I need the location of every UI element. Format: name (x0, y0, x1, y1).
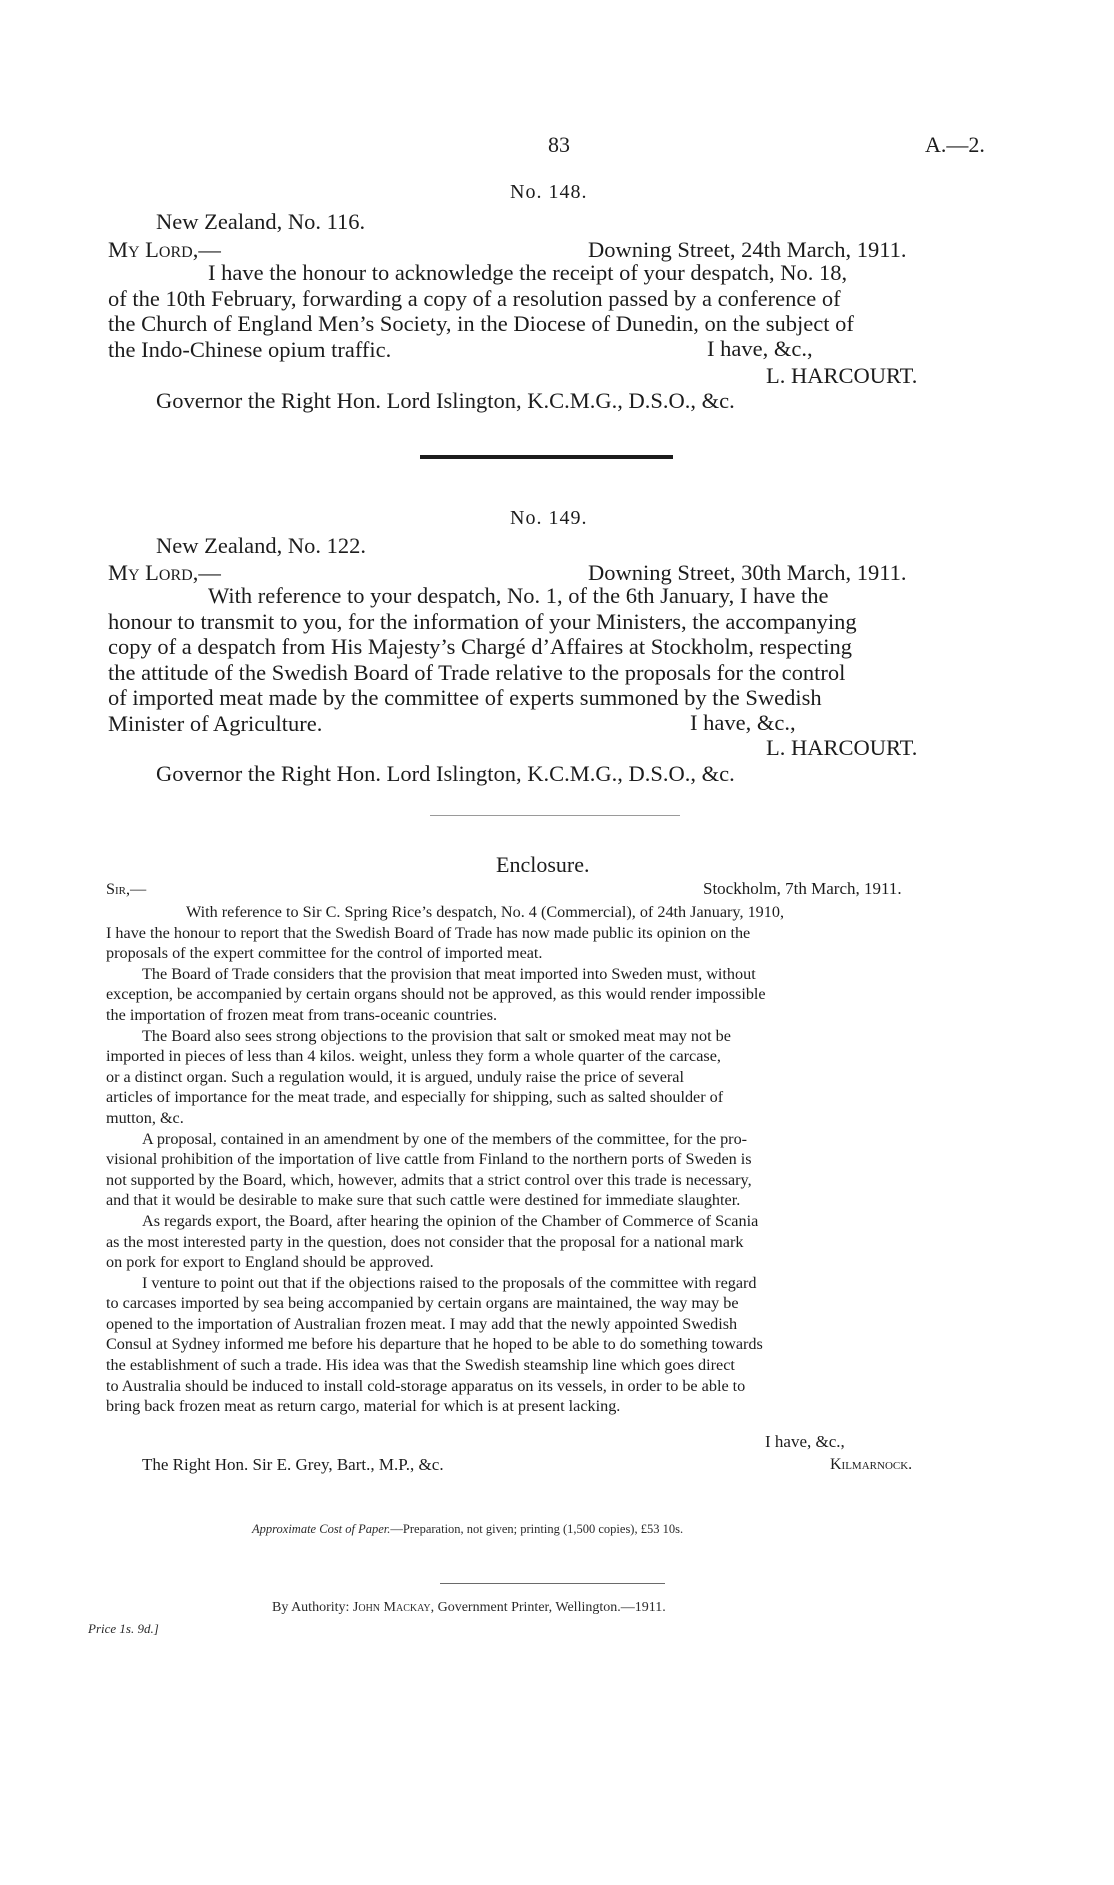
place-date: Stockholm, 7th March, 1911. (703, 879, 902, 898)
enclosure-title: Enclosure. (496, 852, 590, 877)
closing: I have, &c., (765, 1432, 845, 1451)
body-line: copy of a despatch from His Majesty’s Chargé d’Affaires at Stockholm, respecting (108, 634, 852, 660)
body-line: opened to the importation of Australian frozen meat. I may add that the newly appointed Swedish (106, 1314, 738, 1333)
body-line: imported in pieces of less than 4 kilos. weight, unless they form a whole quarter of the carcase, (106, 1047, 721, 1066)
body-line: to carcases imported by sea being accompanied by certain organs are maintained, the way may be (106, 1294, 739, 1313)
body-line: as the most interested party in the question, does not consider that the proposal for a national mark (106, 1232, 744, 1251)
body-line: the attitude of the Swedish Board of Trade relative to the proposals for the control (108, 659, 846, 685)
body-line: The Board of Trade considers that the provision that meat imported into Sweden must, without (142, 964, 756, 983)
paragraph (106, 902, 990, 964)
body-line: Consul at Sydney informed me before his departure that he hoped to be able to do something towards (106, 1335, 763, 1354)
body-line: the Church of England Men’s Society, in the Diocese of Dunedin, on the subject of (108, 311, 854, 337)
letter-number: No. 148. (510, 181, 588, 203)
printer-authority (272, 1600, 666, 1616)
body-line: mutton, &c. (106, 1108, 184, 1127)
addressee: Governor the Right Hon. Lord Islington, K.C.M.G., D.S.O., &c. (156, 761, 735, 786)
signature: Kilmarnock. (830, 1456, 913, 1473)
salutation: My Lord,— (108, 237, 221, 262)
paragraph (106, 1273, 990, 1417)
addressee: The Right Hon. Sir E. Grey, Bart., M.P., &c. (142, 1455, 444, 1474)
body-line: the importation of frozen meat from trans-oceanic countries. (106, 1005, 498, 1024)
body-line: With reference to Sir C. Spring Rice’s despatch, No. 4 (Commercial), of 24th January, 1910, (186, 903, 784, 921)
closing: I have, &c., (690, 710, 796, 735)
paragraph (106, 1211, 990, 1273)
cost-label: Approximate Cost of Paper. (252, 1522, 391, 1536)
salutation: Sir,— (106, 880, 147, 898)
price: Price 1s. 9d.] (88, 1621, 159, 1636)
authority-prefix: By Authority: (272, 1600, 350, 1615)
light-divider (430, 815, 680, 816)
printing-cost (252, 1522, 683, 1537)
body-line: I venture to point out that if the objections raised to the proposals of the committee with regard (142, 1273, 757, 1292)
body-line: and that it would be desirable to make sure that such cattle were destined for immediate slaughter. (106, 1191, 741, 1210)
body-line: to Australia should be induced to install cold-storage apparatus on its vessels, in order to be able to (106, 1376, 746, 1395)
body-line: A proposal, contained in an amendment by one of the members of the committee, for the pro- (142, 1129, 748, 1148)
section-divider (420, 455, 673, 459)
body-line: visional prohibition of the importation of live cattle from Finland to the northern ports of Sweden is (106, 1150, 752, 1169)
place-date: Downing Street, 30th March, 1911. (588, 560, 907, 585)
paragraph (106, 1026, 990, 1129)
dispatch-reference: New Zealand, No. 122. (156, 533, 366, 558)
body-line: As regards export, the Board, after hearing the opinion of the Chamber of Commerce of Scania (142, 1211, 759, 1230)
body-line: not supported by the Board, which, however, admits that a strict control over this trade is necessary, (106, 1170, 752, 1189)
document-reference: A.—2. (925, 132, 985, 157)
paragraph (106, 964, 990, 1026)
body-line: The Board also sees strong objections to the provision that salt or smoked meat may not be (142, 1026, 731, 1045)
body-line: the Indo-Chinese opium traffic. (108, 336, 392, 362)
body-line: on pork for export to England should be approved. (106, 1253, 434, 1272)
enclosure-body (106, 902, 990, 1417)
body-line: Minister of Agriculture. (108, 710, 323, 736)
body-line: or a distinct organ. Such a regulation would, it is argued, unduly raise the price of several (106, 1067, 684, 1086)
body-line: of imported meat made by the committee of experts summoned by the Swedish (108, 685, 822, 711)
body-line: proposals of the expert committee for the control of imported meat. (106, 944, 543, 963)
printer-name: John Mackay, (352, 1600, 435, 1615)
addressee: Governor the Right Hon. Lord Islington, K.C.M.G., D.S.O., &c. (156, 388, 735, 413)
signature: L. HARCOURT. (766, 363, 918, 388)
signature: L. HARCOURT. (766, 735, 918, 760)
closing: I have, &c., (707, 336, 813, 361)
body-line: articles of importance for the meat trade, and especially for shipping, such as salted shoulder of (106, 1088, 724, 1107)
paragraph (106, 1129, 990, 1211)
salutation: My Lord,— (108, 560, 221, 585)
footer-divider (440, 1583, 665, 1584)
letter-body (108, 260, 1001, 362)
cost-detail: —Preparation, not given; printing (1,500 copies), £53 10s. (390, 1522, 684, 1536)
dispatch-reference: New Zealand, No. 116. (156, 209, 366, 234)
letter-body (108, 583, 1001, 737)
body-line: the establishment of such a trade. His idea was that the Swedish steamship line which goes direct (106, 1356, 735, 1375)
body-line: exception, be accompanied by certain organs should not be approved, as this would render impossible (106, 985, 766, 1004)
body-line: I have the honour to report that the Swedish Board of Trade has now made public its opinion on the (106, 923, 751, 942)
body-line: bring back frozen meat as return cargo, material for which is at present lacking. (106, 1397, 621, 1416)
place-date: Downing Street, 24th March, 1911. (588, 237, 907, 262)
authority-suffix: Government Printer, Wellington.—1911. (437, 1600, 666, 1615)
body-line: of the 10th February, forwarding a copy of a resolution passed by a conference of (108, 285, 841, 311)
letter-number: No. 149. (510, 507, 588, 529)
body-line: I have the honour to acknowledge the receipt of your despatch, No. 18, (208, 260, 848, 285)
body-line: honour to transmit to you, for the information of your Ministers, the accompanying (108, 608, 857, 634)
page-number: 83 (548, 132, 570, 157)
body-line: With reference to your despatch, No. 1, of the 6th January, I have the (208, 583, 829, 608)
